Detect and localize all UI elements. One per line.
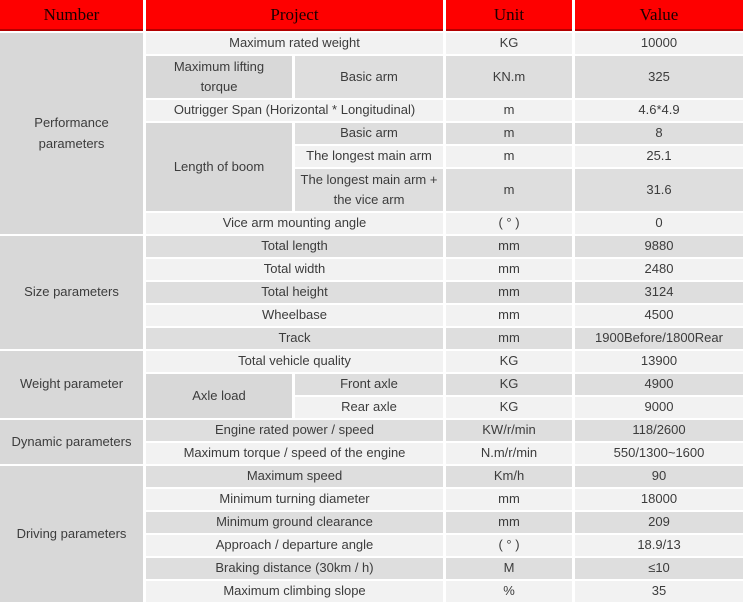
project-cell: Outrigger Span (Horizontal * Longitudinal) [146, 100, 443, 121]
unit-cell: M [446, 558, 572, 579]
project-group-cell: Length of boom [146, 123, 292, 211]
value-cell: 1900Before/1800Rear [575, 328, 743, 349]
value-cell: 25.1 [575, 146, 743, 167]
unit-cell: ( ° ) [446, 535, 572, 556]
project-group-cell: Axle load [146, 374, 292, 418]
project-cell: Maximum rated weight [146, 33, 443, 54]
section-cell-dynamic: Dynamic parameters [0, 420, 143, 464]
value-cell: ≤10 [575, 558, 743, 579]
value-cell: 550/1300~1600 [575, 443, 743, 464]
project-cell: Total vehicle quality [146, 351, 443, 372]
value-cell: 35 [575, 581, 743, 602]
section-cell-weight: Weight parameter [0, 351, 143, 418]
table-row [0, 33, 743, 54]
column-header-project: Project [146, 0, 443, 31]
unit-cell: m [446, 100, 572, 121]
table-row [0, 236, 743, 257]
unit-cell: KG [446, 351, 572, 372]
unit-cell: Km/h [446, 466, 572, 487]
table-row [0, 351, 743, 372]
value-cell: 4500 [575, 305, 743, 326]
unit-cell: KG [446, 397, 572, 418]
project-cell: The longest main arm + the vice arm [295, 169, 443, 211]
section-cell-driving: Driving parameters [0, 466, 143, 602]
unit-cell: mm [446, 328, 572, 349]
value-cell: 18.9/13 [575, 535, 743, 556]
unit-cell: KG [446, 33, 572, 54]
project-cell: Total height [146, 282, 443, 303]
value-cell: 118/2600 [575, 420, 743, 441]
unit-cell: m [446, 169, 572, 211]
column-header-number: Number [0, 0, 143, 31]
project-cell: Maximum speed [146, 466, 443, 487]
table-row [0, 466, 743, 487]
value-cell: 90 [575, 466, 743, 487]
value-cell: 10000 [575, 33, 743, 54]
project-cell: Basic arm [295, 56, 443, 98]
project-cell: The longest main arm [295, 146, 443, 167]
project-cell: Rear axle [295, 397, 443, 418]
section-cell-size: Size parameters [0, 236, 143, 349]
unit-cell: m [446, 123, 572, 144]
table-row [0, 420, 743, 441]
value-cell: 31.6 [575, 169, 743, 211]
value-cell: 13900 [575, 351, 743, 372]
unit-cell: ( ° ) [446, 213, 572, 234]
value-cell: 0 [575, 213, 743, 234]
project-group-cell: Maximum lifting torque [146, 56, 292, 98]
value-cell: 209 [575, 512, 743, 533]
unit-cell: mm [446, 236, 572, 257]
header-row [0, 0, 743, 31]
project-cell: Approach / departure angle [146, 535, 443, 556]
column-header-value: Value [575, 0, 743, 31]
value-cell: 3124 [575, 282, 743, 303]
value-cell: 8 [575, 123, 743, 144]
unit-cell: KW/r/min [446, 420, 572, 441]
unit-cell: mm [446, 489, 572, 510]
unit-cell: mm [446, 305, 572, 326]
project-cell: Basic arm [295, 123, 443, 144]
section-cell-performance: Performance parameters [0, 33, 143, 234]
value-cell: 325 [575, 56, 743, 98]
project-cell: Wheelbase [146, 305, 443, 326]
value-cell: 2480 [575, 259, 743, 280]
unit-cell: mm [446, 282, 572, 303]
unit-cell: KG [446, 374, 572, 395]
unit-cell: % [446, 581, 572, 602]
project-cell: Engine rated power / speed [146, 420, 443, 441]
project-cell: Minimum ground clearance [146, 512, 443, 533]
unit-cell: KN.m [446, 56, 572, 98]
value-cell: 9000 [575, 397, 743, 418]
value-cell: 4900 [575, 374, 743, 395]
project-cell: Maximum torque / speed of the engine [146, 443, 443, 464]
project-cell: Front axle [295, 374, 443, 395]
project-cell: Braking distance (30km / h) [146, 558, 443, 579]
project-cell: Total length [146, 236, 443, 257]
project-cell: Maximum climbing slope [146, 581, 443, 602]
value-cell: 18000 [575, 489, 743, 510]
project-cell: Vice arm mounting angle [146, 213, 443, 234]
value-cell: 9880 [575, 236, 743, 257]
unit-cell: mm [446, 512, 572, 533]
column-header-unit: Unit [446, 0, 572, 31]
unit-cell: m [446, 146, 572, 167]
project-cell: Total width [146, 259, 443, 280]
unit-cell: mm [446, 259, 572, 280]
unit-cell: N.m/r/min [446, 443, 572, 464]
project-cell: Minimum turning diameter [146, 489, 443, 510]
value-cell: 4.6*4.9 [575, 100, 743, 121]
project-cell: Track [146, 328, 443, 349]
